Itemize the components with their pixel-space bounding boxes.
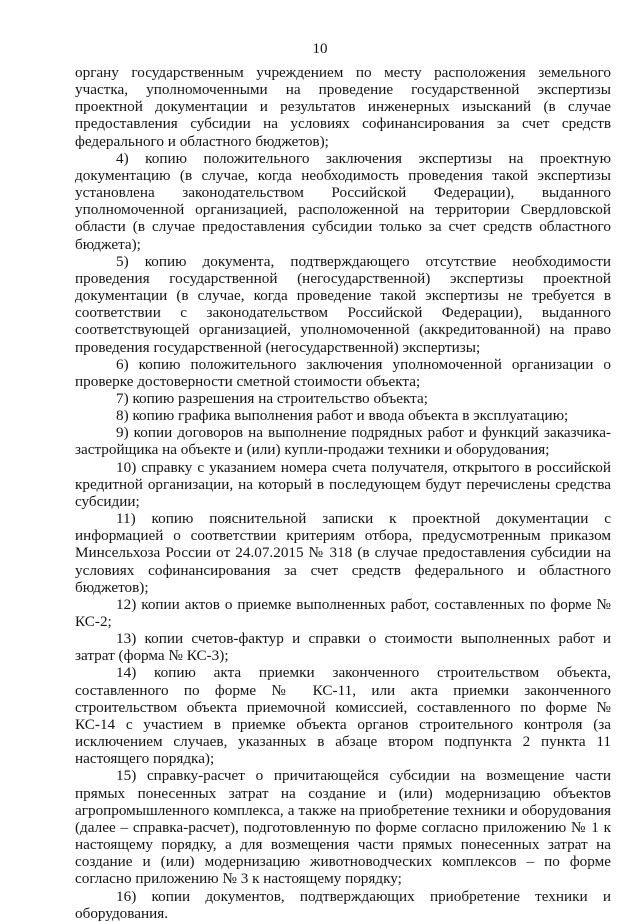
list-item-8: 8) копию графика выполнения работ и ввода объекта в эксплуатацию; xyxy=(116,407,569,425)
list-item-16: 16) копии документов, подтверждающих приобретение техники и оборудования. xyxy=(75,887,611,922)
list-item-10: 10) справку с указанием номера счета получателя, открытого в российской кредитной организации, на который в последующем будут перечислены средства субсидии; xyxy=(75,458,611,510)
document-body xyxy=(75,64,611,922)
list-item-13: 13) копии счетов-фактур и справки о стоимости выполненных работ и затрат (форма № КС-3); xyxy=(75,630,611,665)
page-number: 10 xyxy=(312,41,328,57)
paragraph-continuation: органу государственным учреждением по месту расположения земельного участка, уполномоченными на проведение государственной экспертизы проектной документации и результатов инженерных изысканий (в случае предоставления субсидии на условиях софинансирования за счет средств федерального и областного бюджетов); xyxy=(75,64,611,150)
list-item-6: 6) копию положительного заключения уполномоченной организации о проверке достоверности сметной стоимости объекта; xyxy=(75,355,611,390)
list-item-5: 5) копию документа, подтверждающего отсутствие необходимости проведения государственной (негосударственной) экспертизы проектной документации (в случае, когда проведение такой экспертизы не требуется в соответствии с законодательством Российской Федерации), выданного соответствующей организацией, уполномоченной (аккредитованной) на право проведения государственной (негосударственной) экспертизы; xyxy=(75,252,611,356)
list-item-4: 4) копию положительного заключения экспертизы на проектную документацию (в случае, когда необходимость проведения такой экспертизы установлена законодательством Российской Федерации), выданного уполномоченной организацией, расположенной на территории Свердловской области (в случае предоставления субсидии только за счет средств областного бюджета); xyxy=(75,149,611,253)
list-item-11: 11) копию пояснительной записки к проектной документации с информацией о соответствии критериям отбора, предусмотренным приказом Минсельхоза России от 24.07.2015 № 318 (в случае предоставления субсидии на условиях софинансирования за счет средств федерального и областного бюджетов); xyxy=(75,510,611,596)
list-item-14: 14) копию акта приемки законченного строительством объекта, составленного по форме № КС-11, или акта приемки законченного строительством объекта приемочной комиссией, составленного по форме № КС-14 с участием в приемке объекта органов строительного контроля (за исключением случаев, указанных в абзаце втором подпункта 2 пункта 11 настоящего порядка); xyxy=(75,664,611,768)
list-item-7: 7) копию разрешения на строительство объекта; xyxy=(116,389,428,407)
list-item-9: 9) копии договоров на выполнение подрядных работ и функций заказчика-застройщика на объекте и (или) купли-продажи техники и оборудования; xyxy=(75,424,611,459)
list-item-12: 12) копии актов о приемке выполненных работ, составленных по форме № КС-2; xyxy=(75,595,611,630)
list-item-15: 15) справку-расчет о причитающейся субсидии на возмещение части прямых понесенных затрат на создание и (или) модернизацию объектов агропромышленного комплекса, а также на приобретение техники и оборудования (далее – справка-расчет), подготовленную по форме согласно приложению № 1 к настоящему порядку, а для возмещения части прямых понесенных затрат на создание и (или) модернизацию животноводческих комплексов – по форме согласно приложению № 3 к настоящему порядку; xyxy=(75,767,611,888)
